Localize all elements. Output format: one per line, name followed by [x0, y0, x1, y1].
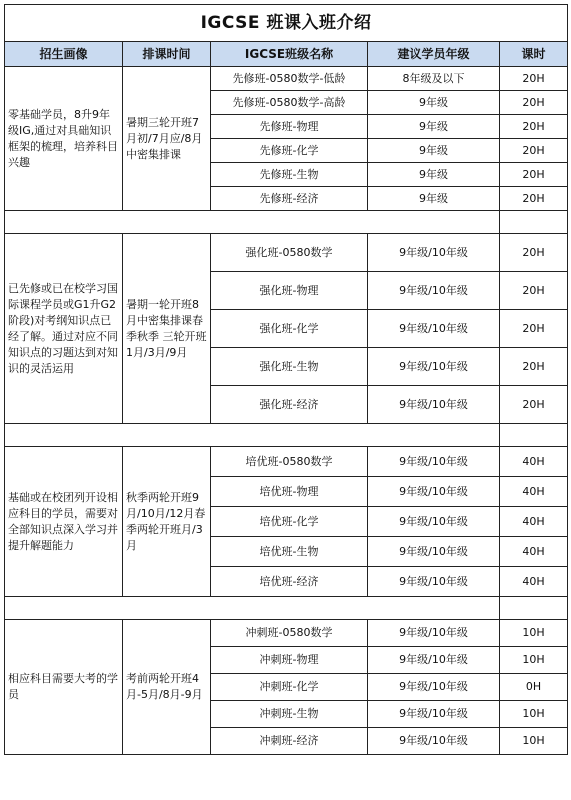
- hours: 40H: [500, 567, 568, 597]
- group-1-profile: 零基础学员，8升9年级IG,通过对具础知识框架的梳理，培养科目兴趣: [5, 67, 123, 211]
- grade: 9年级: [368, 91, 500, 115]
- grade: 9年级/10年级: [368, 728, 500, 755]
- hours: 10H: [500, 701, 568, 728]
- hours: 40H: [500, 447, 568, 477]
- grade: 9年级: [368, 139, 500, 163]
- grade: 9年级/10年级: [368, 620, 500, 647]
- grade: 9年级/10年级: [368, 234, 500, 272]
- grade: 9年级/10年级: [368, 310, 500, 348]
- class-name: 强化班-生物: [211, 348, 368, 386]
- class-name: 强化班-物理: [211, 272, 368, 310]
- class-name: 培优班-0580数学: [211, 447, 368, 477]
- grade: 9年级/10年级: [368, 507, 500, 537]
- hours: 20H: [500, 234, 568, 272]
- hours: 20H: [500, 272, 568, 310]
- grade: 9年级/10年级: [368, 386, 500, 424]
- grade: 8年级及以下: [368, 67, 500, 91]
- hours: 0H: [500, 674, 568, 701]
- class-name: 先修班-化学: [211, 139, 368, 163]
- header-grade: 建议学员年级: [368, 42, 500, 67]
- hours: 20H: [500, 91, 568, 115]
- grade: 9年级: [368, 187, 500, 211]
- class-name: 先修班-0580数学-高龄: [211, 91, 368, 115]
- spacer-row: [5, 211, 568, 234]
- class-name: 先修班-生物: [211, 163, 368, 187]
- hours: 20H: [500, 139, 568, 163]
- hours: 20H: [500, 187, 568, 211]
- hours: 20H: [500, 67, 568, 91]
- class-name: 冲刺班-化学: [211, 674, 368, 701]
- header-profile: 招生画像: [5, 42, 123, 67]
- class-name: 强化班-0580数学: [211, 234, 368, 272]
- class-name: 培优班-生物: [211, 537, 368, 567]
- hours: 20H: [500, 386, 568, 424]
- class-name: 冲刺班-0580数学: [211, 620, 368, 647]
- header-row: [5, 42, 568, 67]
- grade: 9年级/10年级: [368, 477, 500, 507]
- group-1-schedule: 暑期三轮开班7月初/7月应/8月中密集排课: [123, 67, 211, 211]
- table-row: [5, 67, 568, 91]
- grade: 9年级: [368, 163, 500, 187]
- table-row: [5, 620, 568, 647]
- header-hours: 课时: [500, 42, 568, 67]
- group-2-profile: 已先修或已在校学习国际课程学员或G1升G2阶段)对考纲知识点已经了解。通过对应不同知识点的习题达到对知识的灵活运用: [5, 234, 123, 424]
- class-name: 先修班-物理: [211, 115, 368, 139]
- grade: 9年级/10年级: [368, 647, 500, 674]
- hours: 20H: [500, 348, 568, 386]
- course-table: [4, 4, 568, 755]
- hours: 10H: [500, 647, 568, 674]
- group-3-schedule: 秋季两轮开班9月/10月/12月春季两轮开班月/3月: [123, 447, 211, 597]
- grade: 9年级/10年级: [368, 674, 500, 701]
- hours: 20H: [500, 310, 568, 348]
- hours: 20H: [500, 163, 568, 187]
- group-4-schedule: 考前两轮开班4月-5月/8月-9月: [123, 620, 211, 755]
- spacer-row: [5, 597, 568, 620]
- grade: 9年级/10年级: [368, 348, 500, 386]
- class-name: 先修班-经济: [211, 187, 368, 211]
- hours: 40H: [500, 507, 568, 537]
- group-2-schedule: 暑期一轮开班8月中密集排课春季秋季 三轮开班1月/3月/9月: [123, 234, 211, 424]
- header-schedule: 排课时间: [123, 42, 211, 67]
- class-name: 冲刺班-生物: [211, 701, 368, 728]
- class-name: 培优班-经济: [211, 567, 368, 597]
- class-name: 强化班-经济: [211, 386, 368, 424]
- hours: 10H: [500, 620, 568, 647]
- class-name: 强化班-化学: [211, 310, 368, 348]
- spacer-row: [5, 424, 568, 447]
- group-4-profile: 相应科目需要大考的学员: [5, 620, 123, 755]
- class-name: 冲刺班-物理: [211, 647, 368, 674]
- table-row: [5, 234, 568, 272]
- hours: 20H: [500, 115, 568, 139]
- class-name: 冲刺班-经济: [211, 728, 368, 755]
- group-3-profile: 基础或在校团列开设相应科目的学员，需要对全部知识点深入学习并提升解题能力: [5, 447, 123, 597]
- hours: 10H: [500, 728, 568, 755]
- class-name: 培优班-物理: [211, 477, 368, 507]
- hours: 40H: [500, 537, 568, 567]
- grade: 9年级/10年级: [368, 537, 500, 567]
- grade: 9年级: [368, 115, 500, 139]
- page-title: IGCSE 班课入班介绍: [5, 5, 568, 42]
- class-name: 先修班-0580数学-低龄: [211, 67, 368, 91]
- grade: 9年级/10年级: [368, 701, 500, 728]
- grade: 9年级/10年级: [368, 272, 500, 310]
- grade: 9年级/10年级: [368, 567, 500, 597]
- table-row: [5, 447, 568, 477]
- header-class-name: IGCSE班级名称: [211, 42, 368, 67]
- grade: 9年级/10年级: [368, 447, 500, 477]
- class-name: 培优班-化学: [211, 507, 368, 537]
- hours: 40H: [500, 477, 568, 507]
